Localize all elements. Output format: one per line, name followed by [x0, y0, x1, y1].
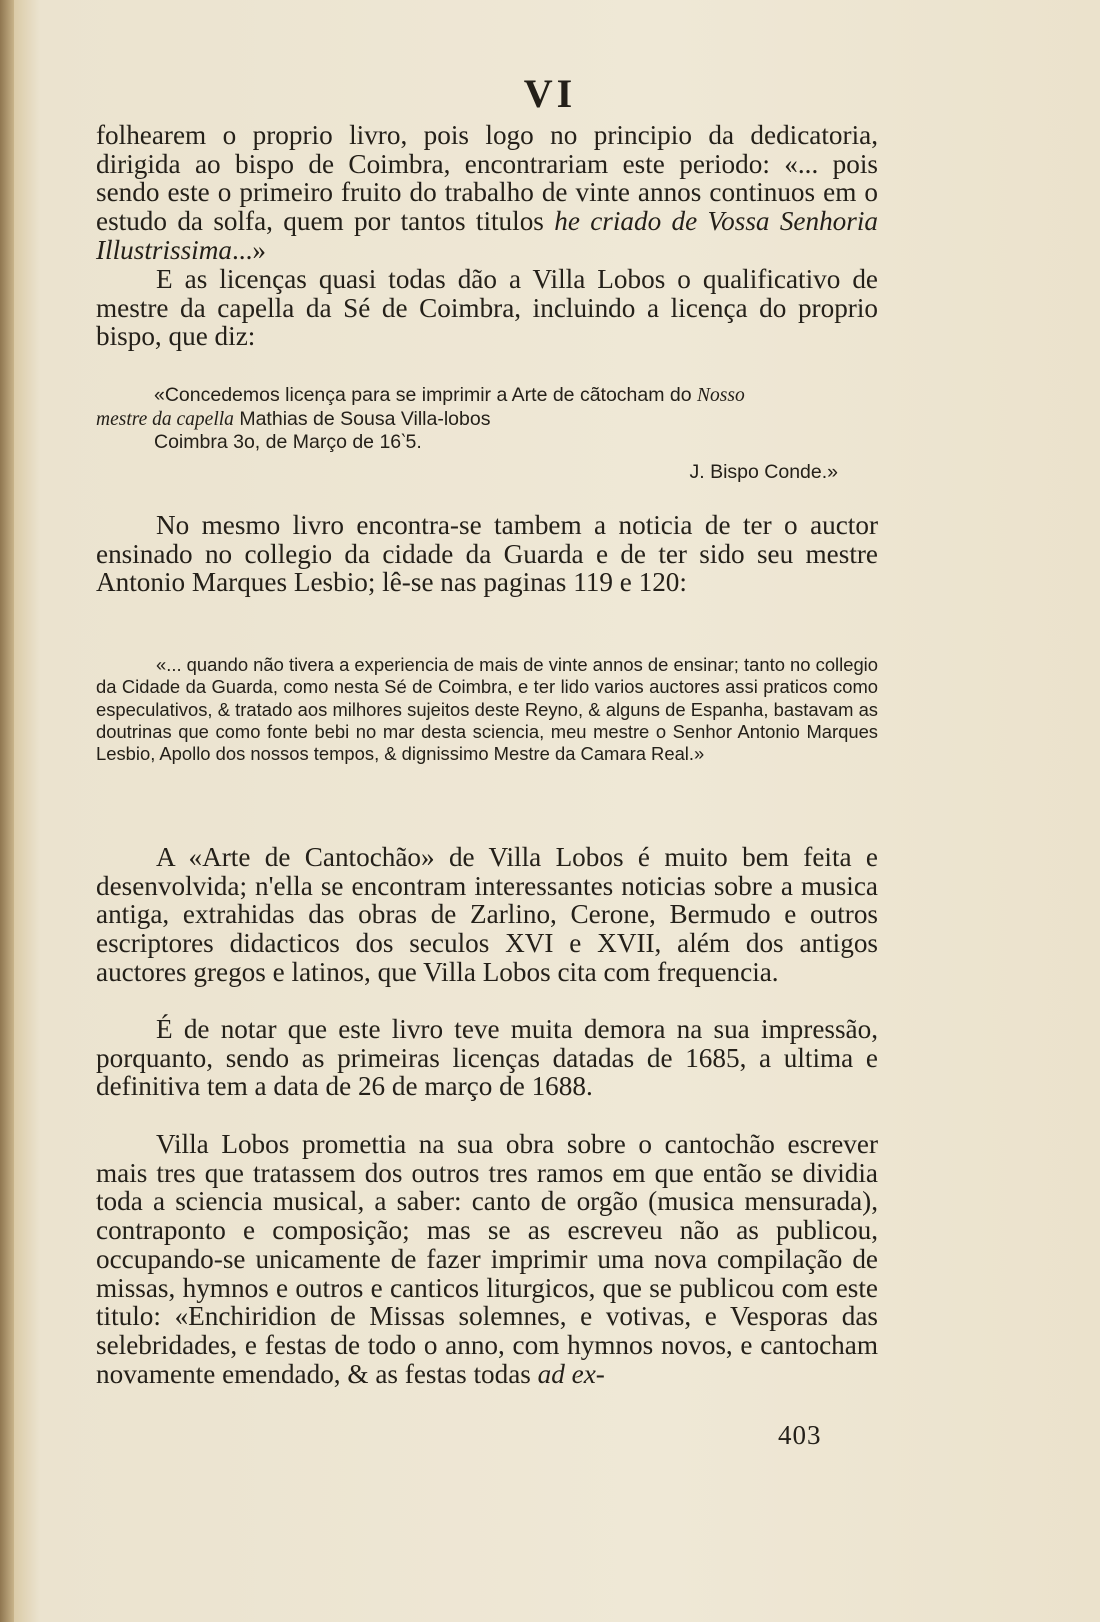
paragraph-3 [96, 511, 878, 597]
paragraph-5 [96, 1015, 878, 1101]
paragraph-5-text: É de notar que este livro teve muita demora na sua impressão, porquanto, sendo as primeiras licenças datadas de 1685, a ultima e definitiva tem a data de 26 de março de 1688. [96, 1014, 878, 1102]
chapter-header: VI [523, 71, 577, 116]
license-quote-line1-italic: Nosso [697, 385, 745, 406]
paragraph-1-italic: he criado de Vossa Senhoria Illustrissima [96, 206, 879, 265]
paragraph-6-text: Villa Lobos promettia na sua obra sobre o cantochão escrever mais tres que tratassem dos outros tres ramos em que então se dividia toda a sciencia musical, a saber: canto de orgão (musica mensurada), contraponto e composição; mas se as escreveu não as publicou, occupando-se unicamente de fazer imprimir uma nova compilação de missas, hymnos e outros e canticos liturgicos, que se publicou com este titulo: «Enchiridion de Missas solemnes, e votivas, e Vesporas das selebridades, e festas de todo o anno, com hymnos novos, e cantocham novamente emendado, & as festas todas [96, 1129, 878, 1389]
license-quote-line3: Coimbra 3o, de Março de 16‵5. [154, 431, 422, 454]
license-quote-line1: «Concedemos licença para se imprimir a Arte de cãtocham do [154, 384, 698, 406]
license-quote [96, 384, 878, 484]
paragraph-1 [96, 121, 878, 265]
paragraph-6-italic-end: ad ex- [537, 1358, 605, 1389]
license-quote-signature: J. Bispo Conde.» [689, 460, 838, 483]
paragraph-1-end: ...» [231, 234, 266, 265]
paragraph-4 [96, 843, 878, 987]
paragraph-4-text: A «Arte de Cantochão» de Villa Lobos é muito bem feita e desenvolvida; n'ella se encontram interessantes noticias sobre a musica antiga, extrahidas das obras de Zarlino, Cerone, Bermudo e outros escriptores didacticos dos seculos XVI e XVII, além dos antigos auctores gregos e latinos, que Villa Lobos cita com frequencia. [96, 842, 878, 987]
book-spine-edge [0, 0, 14, 1622]
lesbio-quote [96, 654, 878, 765]
paragraph-6 [96, 1130, 878, 1388]
license-quote-line2-italic: mestre da capella [96, 408, 234, 430]
paragraph-1-text: folhearem o proprio livro, pois logo no principio da dedicatoria, dirigida ao bispo de Coimbra, encontrariam este periodo: «... pois sendo este o primeiro fruito do trabalho de vinte annos continuos em o estudo da solfa, quem por tantos titulos [96, 120, 878, 237]
license-quote-line2: Mathias de Sousa Villa-lobos [233, 407, 491, 430]
paragraph-2 [96, 265, 878, 351]
paragraph-2-text: E as licenças quasi todas dão a Villa Lobos o qualificativo de mestre da capella da Sé de Coimbra, incluindo a licença do proprio bispo, que diz: [96, 264, 878, 352]
paragraph-3-text: No mesmo livro encontra-se tambem a noticia de ter o auctor ensinado no collegio da cidade da Guarda e de ter sido seu mestre Antonio Marques Lesbio; lê-se nas paginas 119 e 120: [96, 510, 878, 598]
page-number: 403 [778, 1420, 822, 1450]
lesbio-quote-text: «... quando não tivera a experiencia de mais de vinte annos de ensinar; tanto no collegio da Cidade da Guarda, como nesta Sé de Coimbra, e ter lido varios auctores assi praticos como especulativos, & tratado aos milhores sujeitos deste Reyno, & alguns de Espanha, bastavam as doutrinas que como fonte bebi no mar desta sciencia, meu mestre o Senhor Antonio Marques Lesbio, Apollo dos nossos tempos, & dignissimo Mestre da Camara Real.» [96, 654, 878, 765]
